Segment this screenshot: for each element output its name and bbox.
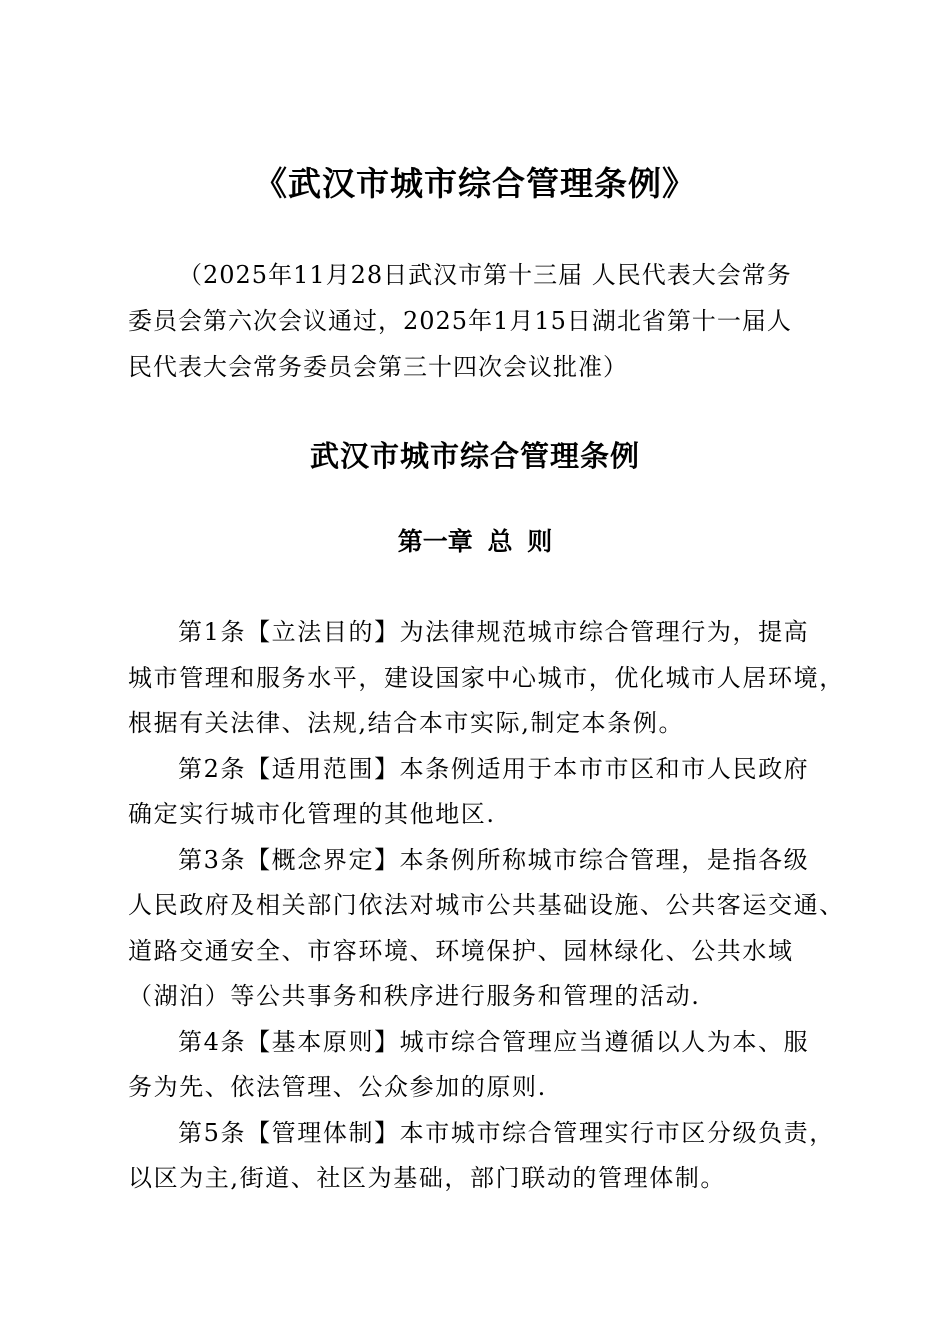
article-line: 第1条【立法目的】为法律规范城市综合管理行为，提高 [178,618,810,646]
article-5 [128,1111,840,1202]
article-line: 第4条【基本原则】城市综合管理应当遵循以人为本、服 [178,1027,810,1056]
law-title: 武汉市城市综合管理条例 [309,439,640,473]
article-line: 道路交通安全、市容环境、环境保护、园林绿化、公共水域 [128,936,794,965]
adoption-note-line: 民代表大会常务委员会第三十四次会议批准） [128,353,628,381]
article-line: 人民政府及相关部门依法对城市公共基础设施、公共客运交通、 [128,891,845,919]
chapter-heading: 第一章 总 则 [397,527,553,556]
document-title: 《武汉市城市综合管理条例》 [254,164,696,203]
article-line: 确定实行城市化管理的其他地区. [128,800,496,828]
article-line: （湖泊）等公共事务和秩序进行服务和管理的活动. [128,982,701,1010]
article-line: 城市管理和服务水平，建设国家中心城市，优化城市人居环境， [128,663,845,692]
article-line: 以区为主,街道、社区为基础，部门联动的管理体制。 [128,1164,727,1192]
article-line: 第5条【管理体制】本市城市综合管理实行市区分级负责， [178,1118,835,1147]
article-line: 第3条【概念界定】本条例所称城市综合管理，是指各级 [178,845,810,874]
adoption-note-line: （2025年11月28日武汉市第十三届 人民代表大会常务 [178,261,792,289]
article-1 [128,610,845,747]
article-list [128,610,845,1202]
article-line: 根据有关法律、法规,结合本市实际,制定本条例。 [128,709,685,737]
article-line: 务为先、依法管理、公众参加的原则. [128,1073,547,1101]
adoption-note-line: 委员会第六次会议通过，2025年1月15日湖北省第十一届人 [128,307,792,335]
adoption-note [128,252,828,390]
article-4 [128,1020,840,1111]
article-2 [128,747,840,838]
article-3 [128,838,845,1020]
article-line: 第2条【适用范围】本条例适用于本市市区和市人民政府 [178,754,810,783]
